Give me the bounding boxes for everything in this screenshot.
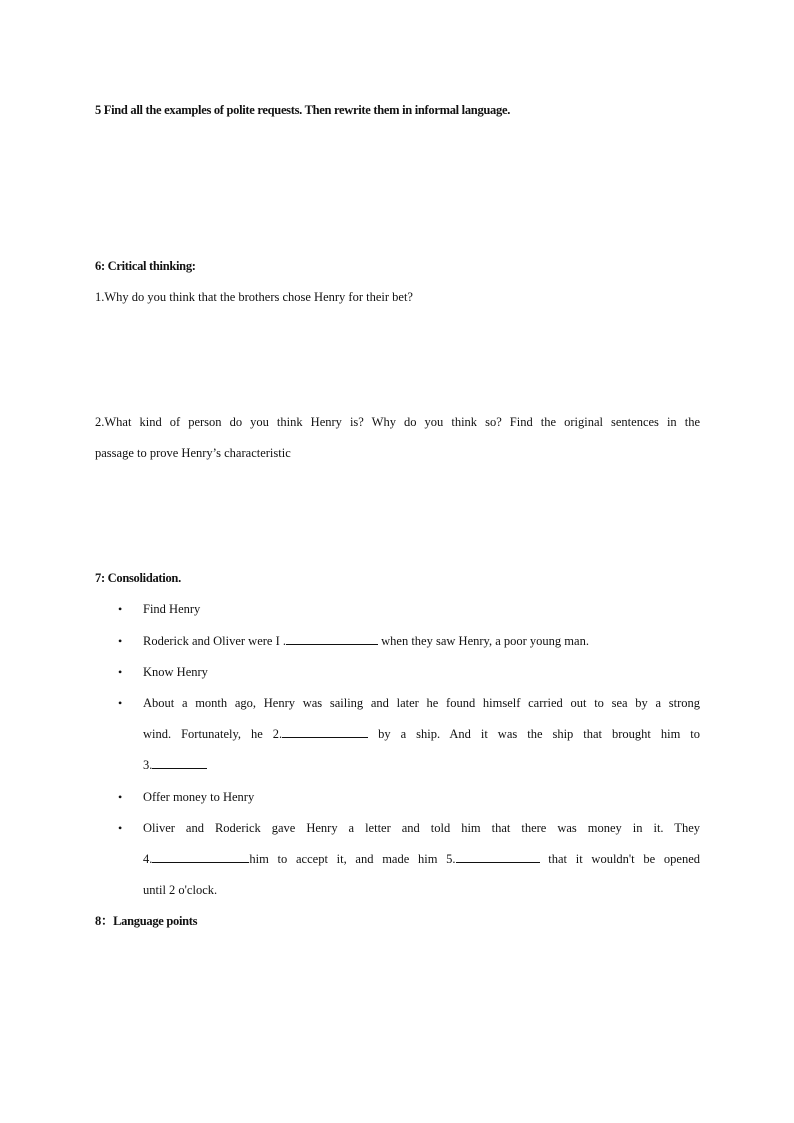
- item-month-line-1: About a month ago, Henry was sailing and later he found himself carried out to sea by a strong: [143, 696, 700, 710]
- item-month-line-2: [143, 724, 700, 744]
- item-roderick-text-a: Roderick and Oliver were I .: [143, 634, 286, 648]
- item-find-henry: Find Henry: [143, 602, 201, 616]
- item-offer-money: Offer money to Henry: [143, 790, 255, 804]
- item-know-henry: Know Henry: [143, 665, 208, 679]
- question-2-line-1: 2.What kind of person do you think Henry is? Why do you think so? Find the original sentences in the: [95, 415, 700, 429]
- blank-1[interactable]: [286, 632, 378, 645]
- bullet: •: [118, 790, 123, 804]
- item-month-text-a: wind. Fortunately, he 2.: [143, 727, 283, 741]
- item-oliver-line-1: Oliver and Roderick gave Henry a letter and told him that there was money in it. They: [143, 821, 700, 835]
- item-oliver-line-2: [143, 849, 700, 869]
- blank-4[interactable]: [152, 850, 249, 863]
- section-6-heading: 6: Critical thinking:: [95, 259, 196, 273]
- blank-3[interactable]: [152, 756, 207, 769]
- bullet: •: [118, 821, 123, 835]
- item-month-text-c: 3.: [143, 758, 153, 772]
- item-roderick: [143, 631, 700, 651]
- item-month-line-3: [143, 755, 700, 775]
- item-oliver-line-3: until 2 o'clock.: [143, 883, 218, 897]
- item-month-text-b: by a ship. And it was the ship that brought him to: [368, 727, 700, 741]
- bullet: •: [118, 602, 123, 616]
- section-7-heading: 7: Consolidation.: [95, 571, 181, 585]
- question-1: 1.Why do you think that the brothers chose Henry for their bet?: [95, 290, 413, 304]
- bullet: •: [118, 634, 123, 648]
- blank-2[interactable]: [282, 725, 368, 738]
- question-2-line-2: passage to prove Henry’s characteristic: [95, 446, 291, 460]
- blank-5[interactable]: [456, 850, 540, 863]
- bullet: •: [118, 665, 123, 679]
- section-8-heading: 8：Language points: [95, 914, 198, 928]
- section-5-heading: 5 Find all the examples of polite requests. Then rewrite them in informal language.: [95, 103, 511, 117]
- bullet: •: [118, 696, 123, 710]
- item-oliver-text-a: 4.: [143, 852, 153, 866]
- item-oliver-text-c: that it wouldn't be opened: [539, 852, 701, 866]
- item-roderick-text-b: when they saw Henry, a poor young man.: [378, 634, 589, 648]
- item-oliver-text-b: him to accept it, and made him 5.: [249, 852, 456, 866]
